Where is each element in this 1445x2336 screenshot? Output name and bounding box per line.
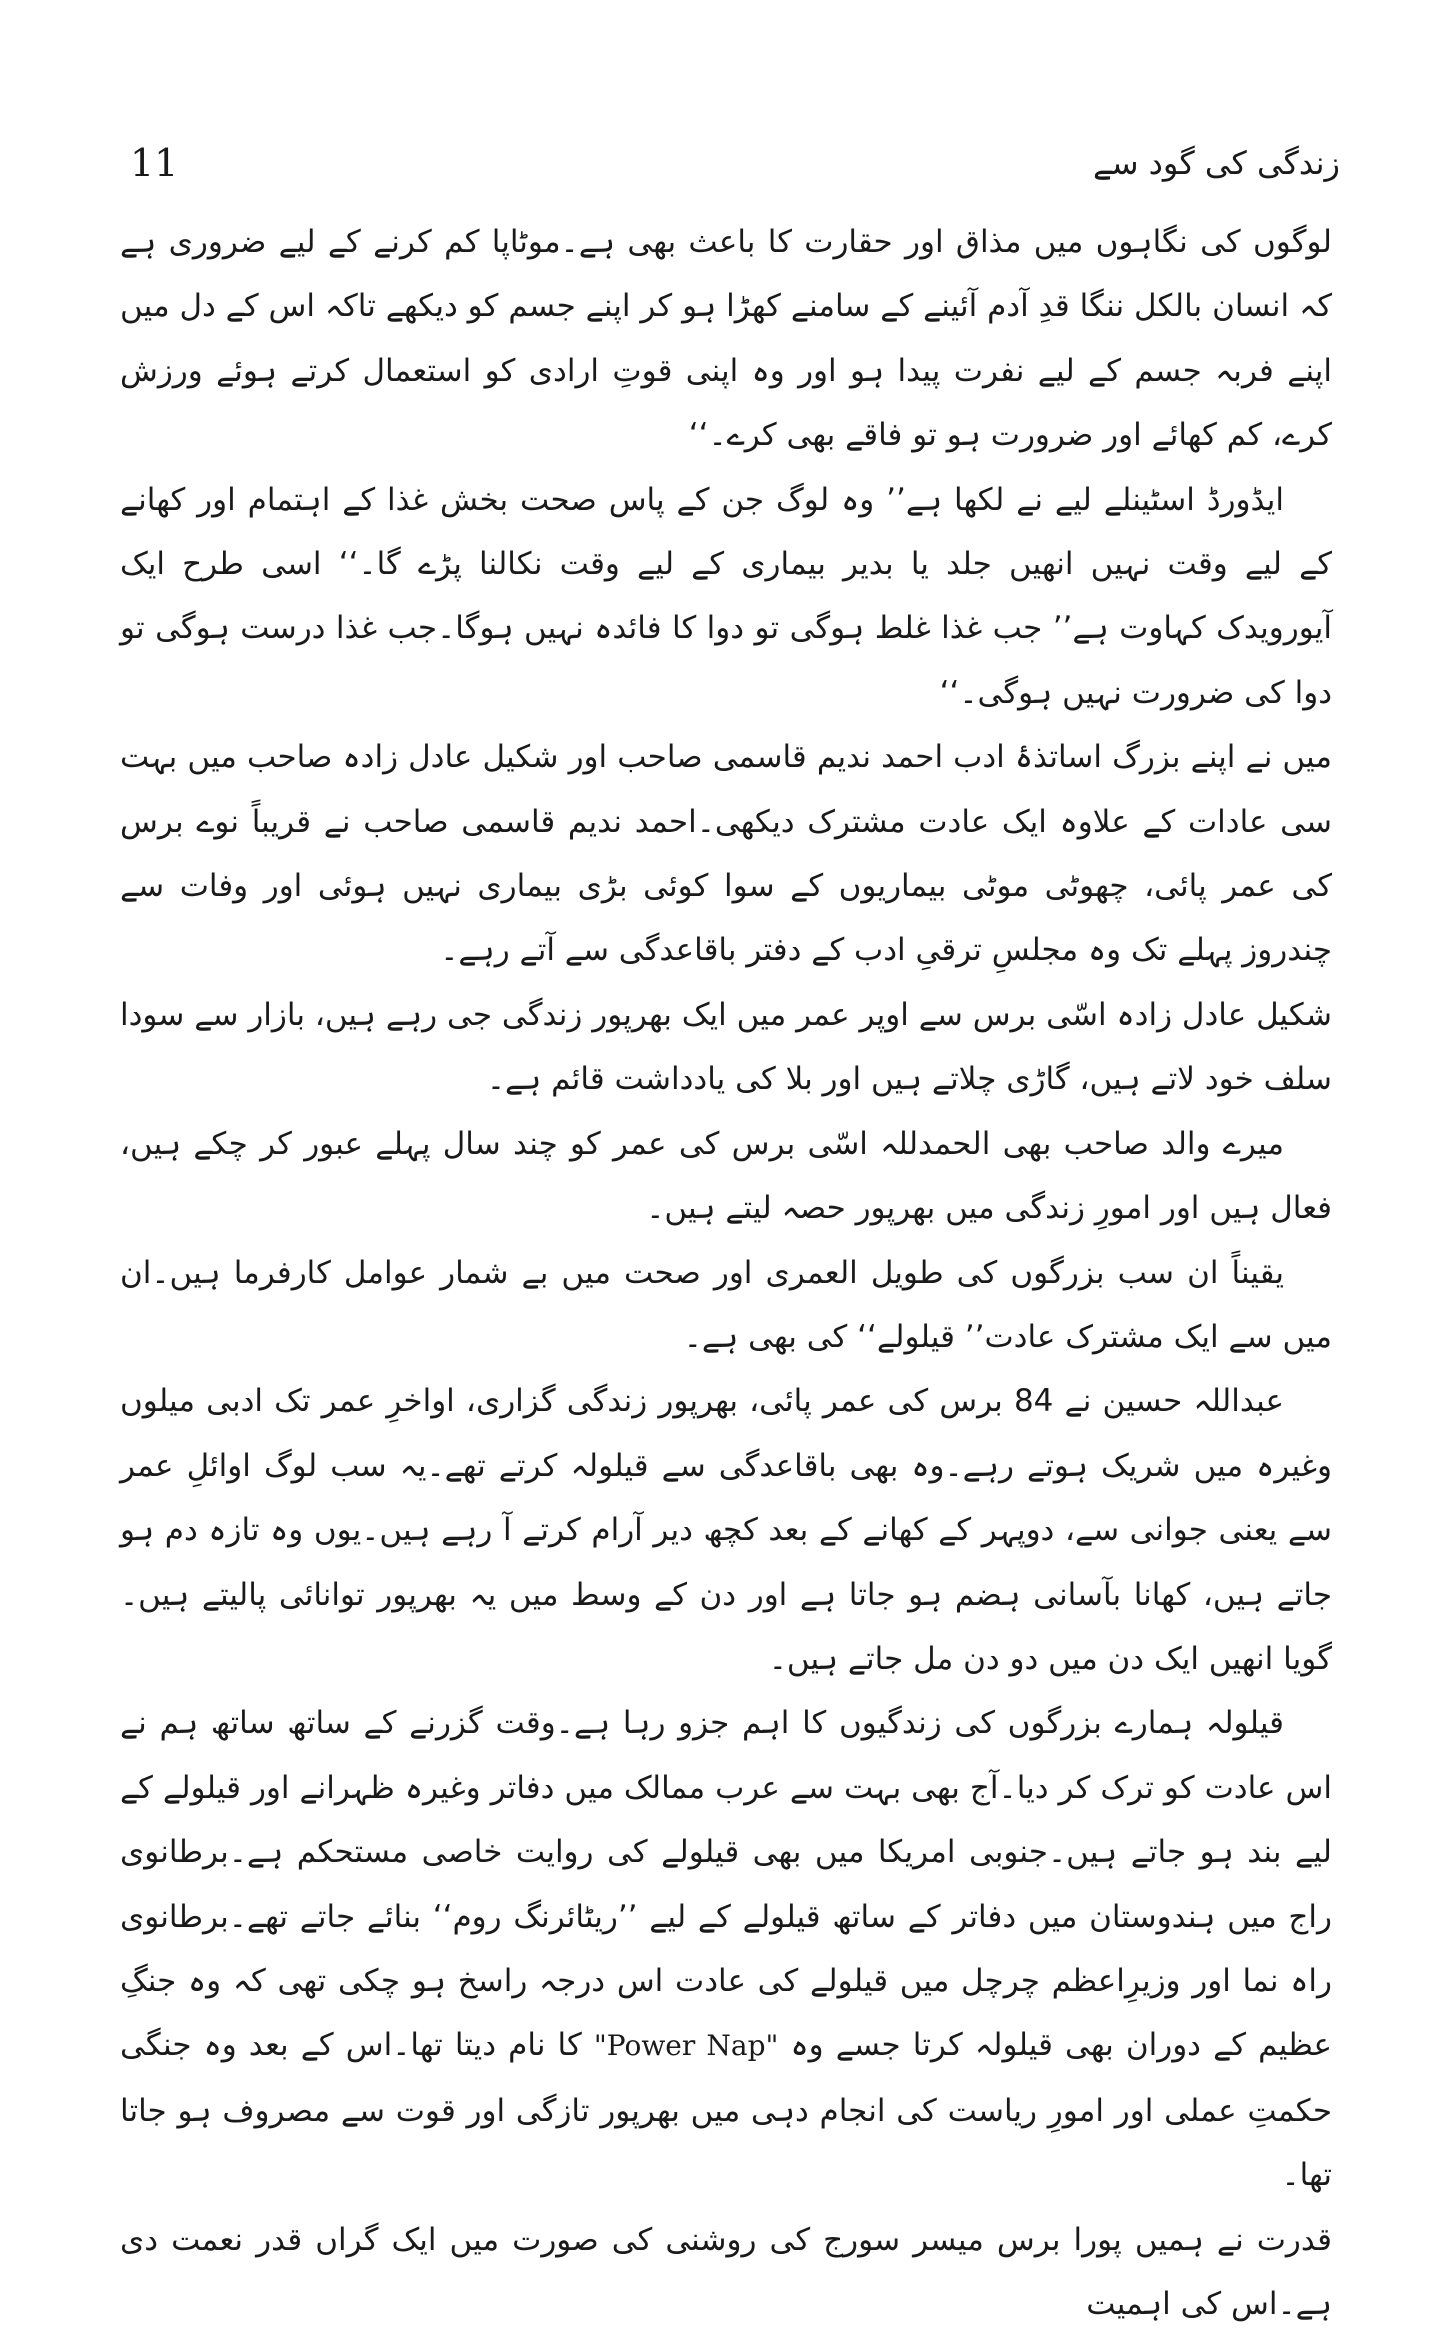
paragraph-4: [120, 983, 1332, 1112]
page-header: [130, 138, 1340, 198]
paragraph-9-text: قدرت نے ہمیں پورا برس میسر سورج کی روشنی کی صورت میں ایک گراں قدر نعمت دی ہے۔اس کی اہمیت: [120, 2221, 1332, 2322]
paragraph-1-text: لوگوں کی نگاہوں میں مذاق اور حقارت کا باعث بھی ہے۔موٹاپا کم کرنے کے لیے ضروری ہے کہ انسان بالکل ننگا قدِ آدم آئینے کے سامنے کھڑا ہو کر اپنے جسم کو دیکھے تاکہ اس کے دل میں اپنے فربہ جسم کے لیے نفرت پیدا ہو اور وہ اپنی قوتِ ارادی کو استعمال کرتے ہوئے ورزش کرے، کم کھائے اور ضرورت ہو تو فاقے بھی کرے۔‘‘: [120, 224, 1332, 454]
paragraph-9: [120, 2208, 1332, 2336]
paragraph-1: [120, 210, 1332, 468]
paragraph-4-text: شکیل عادل زادہ اسّی برس سے اوپر عمر میں ایک بھرپور زندگی جی رہے ہیں، بازار سے سودا سلف خود لاتے ہیں، گاڑی چلاتے ہیں اور بلا کی یادداشت قائم ہے۔: [120, 996, 1332, 1098]
power-nap-term: "Power Nap": [593, 2029, 779, 2063]
body-text: [120, 210, 1332, 2336]
paragraph-6: [120, 1241, 1332, 1370]
paragraph-7-text: عبداللہ حسین نے 84 برس کی عمر پائی، بھرپور زندگی گزاری، اواخرِ عمر تک ادبی میلوں وغیرہ میں شریک ہوتے رہے۔وہ بھی باقاعدگی سے قیلولہ کرتے تھے۔یہ سب لوگ اوائلِ عمر سے یعنی جوانی سے، دوپہر کے کھانے کے بعد کچھ دیر آرام کرتے آ رہے ہیں۔یوں وہ تازہ دم ہو جاتے ہیں، کھانا بآسانی ہضم ہو جاتا ہے اور دن کے وسط میں یہ بھرپور توانائی پالیتے ہیں۔گویا انھیں ایک دن میں دو دن مل جاتے ہیں۔: [120, 1383, 1332, 1677]
paragraph-3: [120, 725, 1332, 983]
running-head: زندگی کی گود سے: [1092, 144, 1340, 182]
paragraph-8-text-after: کا نام دیتا تھا۔اس کے بعد وہ جنگی حکمتِ عملی اور امورِ ریاست کی انجام دہی میں بھرپور تازگی اور قوت سے مصروف ہو جاتا تھا۔: [120, 2027, 1332, 2194]
paragraph-3-text: میں نے اپنے بزرگ اساتذۂ ادب احمد ندیم قاسمی صاحب اور شکیل عادل زادہ صاحب میں بہت سی عادات کے علاوہ ایک عادت مشترک دیکھی۔احمد ندیم قاسمی صاحب نے قریباً نوے برس کی عمر پائی، چھوٹی موٹی بیماریوں کے سوا کوئی بڑی بیماری نہیں ہوئی اور وفات سے چندروز پہلے تک وہ مجلسِ ترقیِ ادب کے دفتر باقاعدگی سے آتے رہے۔: [120, 739, 1332, 969]
paragraph-5: [120, 1112, 1332, 1241]
paragraph-2: [120, 468, 1332, 726]
paragraph-7: [120, 1369, 1332, 1691]
paragraph-8-text: قیلولہ ہمارے بزرگوں کی زندگیوں کا اہم جزو رہا ہے۔وقت گزرنے کے ساتھ ساتھ ہم نے اس عادت کو ترک کر دیا۔آج بھی بہت سے عرب ممالک میں دفاتر وغیرہ ظہرانے اور قیلولے کے لیے بند ہو جاتے ہیں۔جنوبی امریکا میں بھی قیلولے کی روایت خاصی مستحکم ہے۔برطانوی راج میں ہندوستان میں دفاتر کے ساتھ قیلولے کے لیے ’’ریٹائرنگ روم‘‘ بنائے جاتے تھے۔برطانوی راہ نما اور وزیرِاعظم چرچل میں قیلولے کی عادت اس درجہ راسخ ہو چکی تھی کہ وہ جنگِ عظیم کے دوران بھی قیلولہ کرتا جسے وہ: [120, 1705, 1333, 2064]
paragraph-2-text: ایڈورڈ اسٹینلے لیے نے لکھا ہے’’ وہ لوگ جن کے پاس صحت بخش غذا کے اہتمام اور کھانے کے لیے وقت نہیں انھیں جلد یا بدیر بیماری کے لیے وقت نکالنا پڑے گا۔‘‘ اسی طرح ایک آیورویدک کہاوت ہے’’ جب غذا غلط ہوگی تو دوا کا فائدہ نہیں ہوگا۔جب غذا درست ہوگی تو دوا کی ضرورت نہیں ہوگی۔‘‘: [120, 481, 1332, 711]
paragraph-5-text: میرے والد صاحب بھی الحمدللہ اسّی برس کی عمر کو چند سال پہلے عبور کر چکے ہیں، فعال ہیں اور امورِ زندگی میں بھرپور حصہ لیتے ہیں۔: [120, 1125, 1332, 1227]
paragraph-6-text: یقیناً ان سب بزرگوں کی طویل العمری اور صحت میں بے شمار عوامل کارفرما ہیں۔ان میں سے ایک مشترک عادت’’ قیلولے‘‘ کی بھی ہے۔: [120, 1254, 1332, 1355]
paragraph-8: [120, 1691, 1332, 2207]
page-number: 11: [130, 141, 179, 185]
